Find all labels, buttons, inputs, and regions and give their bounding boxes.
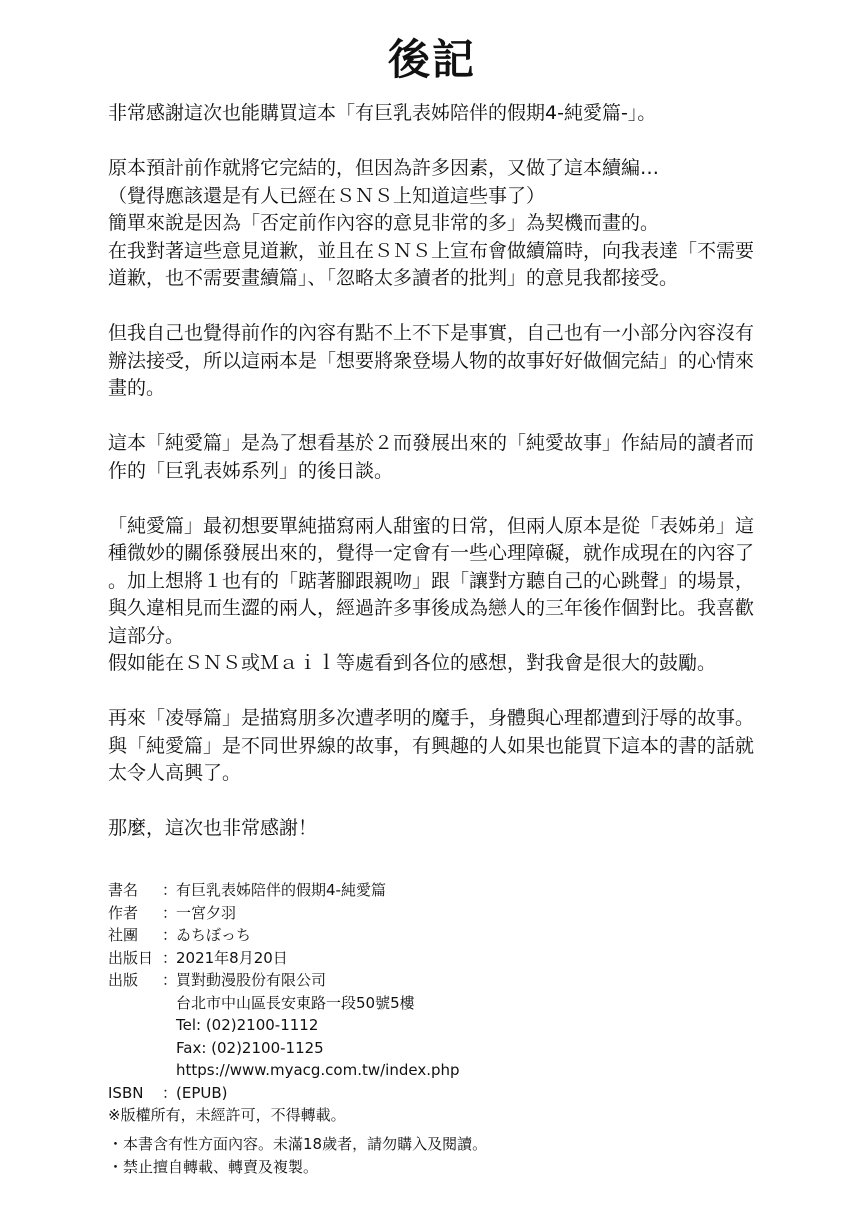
- paragraph-thanks: [108, 100, 798, 128]
- text-line: 簡單來說是因為「否定前作內容的意見非常的多」為契機而畫的。: [108, 212, 660, 234]
- colophon-row-circle: [108, 924, 708, 947]
- text-line: 在我對著這些意見道歉，並且在ＳＮＳ上宣布會做續篇時，向我表達「不需要: [108, 239, 755, 262]
- colophon-row-book-name: [108, 879, 708, 902]
- text-line: 這本「純愛篇」是為了想看基於２而發展出來的「純愛故事」作結局的讀者而: [108, 432, 755, 454]
- text-line: 這部分。: [108, 624, 185, 647]
- isbn-value: (EPUB): [176, 1083, 228, 1102]
- text-line: 畫的。: [108, 377, 166, 399]
- text-line: 原本預計前作就將它完結的，但因為許多因素，又做了這本續編…: [108, 157, 660, 179]
- page-title: 後記: [387, 35, 476, 84]
- publisher-url: https://www.myacg.com.tw/index.php: [176, 1061, 460, 1079]
- publisher-address: 台北市中山區長安東路一段50號5樓: [176, 993, 415, 1012]
- text-line: 但我自己也覺得前作的內容有點不上不下是事實，自己也有一小部分內容沒有: [108, 322, 755, 344]
- colophon-row-date: [108, 947, 708, 970]
- text-line: 再來「凌辱篇」是描寫朋多次遭孝明的魔手，身體與心理都遭到汙辱的故事。: [108, 707, 755, 729]
- text-line: 那麼，這次也非常感謝！: [108, 817, 318, 839]
- publisher-fax: Fax: (02)2100-1125: [176, 1038, 324, 1057]
- notice-item: ・禁止擅自轉載、轉賣及複製。: [108, 1157, 319, 1176]
- text-line: 太令人高興了。: [108, 762, 242, 784]
- paragraph-motivation: [108, 320, 798, 403]
- text-line: 種微妙的關係發展出來的，覺得一定會有一些心理障礙，就作成現在的內容了: [108, 542, 755, 564]
- notice-item: ・本書含有性方面內容。未滿18歲者，請勿購入及閱讀。: [108, 1135, 488, 1153]
- colophon-label: 作者: [108, 903, 139, 922]
- text-line: 非常感謝這次也能購買這本「有巨乳表姊陪伴的假期4-純愛篇-」。: [108, 102, 657, 124]
- colophon-label: ISBN: [108, 1083, 144, 1102]
- text-line: 「純愛篇」最初想要單純描寫兩人甜蜜的日常，但兩人原本是從「表姊弟」這: [108, 514, 755, 537]
- content-notices: [108, 1133, 708, 1178]
- colophon-colon: ：: [162, 903, 178, 922]
- text-line: 。加上想將１也有的「踮著腳跟親吻」跟「讓對方聽自己的心跳聲」的場景，: [108, 569, 755, 592]
- circle-name: ゐちぼっち: [176, 926, 252, 944]
- publisher-tel: Tel: (02)2100-1112: [176, 1016, 319, 1034]
- colophon-row-publisher: [108, 969, 708, 992]
- text-line: 假如能在ＳＮＳ或Ｍａｉｌ等處看到各位的感想，對我會是很大的鼓勵。: [108, 652, 717, 674]
- colophon-label: 社團: [108, 926, 139, 944]
- colophon-colon: ：: [162, 971, 178, 989]
- colophon-colon: ：: [162, 948, 178, 967]
- colophon-colon: ：: [162, 1083, 178, 1102]
- paragraph-other-volume: [108, 705, 798, 788]
- colophon-label: 出版日: [108, 948, 154, 967]
- text-line: 道歉，也不需要畫續篇」、「忽略太多讀者的批判」的意見我都接受。: [108, 267, 679, 289]
- colophon-label: 出版: [108, 971, 139, 989]
- publisher-name: 買對動漫股份有限公司: [176, 971, 327, 989]
- text-line: 辦法接受，所以這兩本是「想要將衆登場人物的故事好好做個完結」的心情來: [108, 349, 755, 372]
- copyright-notice: ※版權所有，未經許可，不得轉載。: [108, 1106, 346, 1124]
- paragraph-pure-love: [108, 430, 798, 485]
- colophon-row-isbn: [108, 1082, 708, 1105]
- paragraph-background: [108, 155, 798, 293]
- text-line: 作的「巨乳表姊系列」的後日談。: [108, 459, 394, 482]
- colophon: [108, 879, 708, 1127]
- colophon-colon: ：: [162, 926, 178, 944]
- publish-date: 2021年8月20日: [176, 948, 288, 967]
- author-name: 一宮夕羽: [176, 903, 237, 922]
- paragraph-pure-love-detail: [108, 513, 798, 678]
- paragraph-closing: [108, 815, 798, 843]
- colophon-row-author: [108, 902, 708, 925]
- colophon-label: 書名: [108, 881, 139, 899]
- book-name: 有巨乳表姊陪伴的假期4-純愛篇: [176, 881, 386, 899]
- text-line: （覺得應該還是有人已經在ＳＮＳ上知道這些事了）: [108, 184, 546, 207]
- text-line: 與久違相見而生澀的兩人，經過許多事後成為戀人的三年後作個對比。我喜歡: [108, 597, 755, 619]
- afterword-body: [108, 100, 798, 870]
- colophon-colon: ：: [162, 881, 178, 899]
- text-line: 與「純愛篇」是不同世界線的故事，有興趣的人如果也能買下這本的書的話就: [108, 734, 755, 757]
